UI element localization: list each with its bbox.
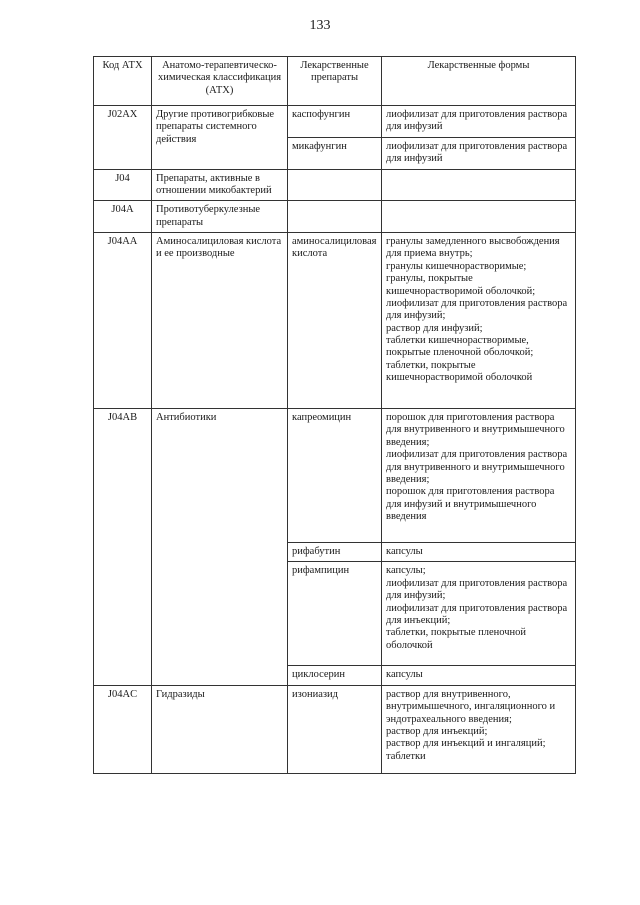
atx-name: Аминосалициловая кислота и ее производные (152, 233, 288, 409)
atx-name: Препараты, активные в отношении микобактерий (152, 169, 288, 201)
drug-name: микафунгин (288, 137, 382, 169)
table-row (94, 409, 576, 543)
form-item: порошок для приготовления раствора для инфузий и внутримышечного введения (386, 486, 555, 522)
form-item: таблетки, покрытые пленочной оболочкой (386, 627, 527, 651)
table-row (94, 201, 576, 233)
form-item: порошок для приготовления раствора для внутривенного и внутримышечного введения; (386, 412, 565, 448)
atx-code: J04A (94, 201, 152, 233)
drug-forms (382, 666, 576, 685)
drug-name (288, 201, 382, 233)
atx-code: J04AB (94, 409, 152, 686)
form-item: гранулы замедленного высвобождения для приема внутрь; (386, 236, 560, 260)
form-item: капсулы (386, 546, 423, 557)
drug-forms (382, 562, 576, 666)
drug-name: капреомицин (288, 409, 382, 543)
form-item: таблетки (386, 750, 426, 762)
form-item: раствор для инъекций; (386, 725, 488, 737)
form-item: раствор для инфузий; (386, 322, 483, 334)
header-drugs: Лекарственные препараты (288, 57, 382, 106)
table-header-row (94, 57, 576, 106)
drug-name: аминосалициловая кислота (288, 233, 382, 409)
header-forms: Лекарственные формы (382, 57, 576, 106)
drug-forms (382, 169, 576, 201)
drug-name: рифампицин (288, 562, 382, 666)
form-item: гранулы, покрытые кишечнорастворимой оболочкой; (386, 273, 536, 297)
atx-name: Другие противогрибковые препараты системного действия (152, 106, 288, 170)
atx-code: J04 (94, 169, 152, 201)
page-number: 133 (309, 18, 331, 33)
header-classification: Анатомо-терапевтическо-химическая классификация (АТХ) (152, 57, 288, 106)
form-item: лиофилизат для приготовления раствора для инфузий; (386, 297, 568, 322)
table-row (94, 685, 576, 773)
header-code: Код АТХ (94, 57, 152, 106)
atx-code: J04AA (94, 233, 152, 409)
drug-forms (382, 543, 576, 562)
form-item: лиофилизат для приготовления раствора для внутривенного и внутримышечного введения; (386, 449, 568, 485)
atx-name: Антибиотики (152, 409, 288, 686)
form-item: капсулы; (386, 565, 426, 577)
atx-name: Противотуберкулезные препараты (152, 201, 288, 233)
form-item: раствор для внутривенного, внутримышечного, ингаляционного и эндотрахеального введения; (386, 688, 556, 725)
drug-name (288, 169, 382, 201)
atx-name: Гидразиды (152, 685, 288, 773)
drug-forms (382, 201, 576, 233)
drug-name: каспофунгин (288, 106, 382, 138)
table-row (94, 169, 576, 201)
atx-table (93, 56, 576, 774)
drug-name: изониазид (288, 685, 382, 773)
form-item: таблетки кишечнорастворимые, покрытые пленочной оболочкой; (386, 335, 534, 359)
drug-name: рифабутин (288, 543, 382, 562)
form-item: раствор для инъекций и ингаляций; (386, 738, 546, 750)
drug-forms (382, 233, 576, 409)
table-row (94, 233, 576, 409)
form-item: лиофилизат для приготовления раствора для инфузий; (386, 577, 568, 602)
form-item: лиофилизат для приготовления раствора для инфузий (386, 109, 568, 133)
form-item: таблетки, покрытые кишечнорастворимой оболочкой (386, 359, 533, 384)
drug-name: циклосерин (288, 666, 382, 685)
drug-forms (382, 137, 576, 169)
form-item: капсулы (386, 669, 423, 681)
table-row (94, 106, 576, 138)
drug-forms (382, 685, 576, 773)
atx-code: J02AX (94, 106, 152, 170)
form-item: лиофилизат для приготовления раствора для инфузий (386, 140, 568, 165)
drug-forms (382, 106, 576, 138)
drug-forms (382, 409, 576, 543)
form-item: гранулы кишечнорастворимые; (386, 260, 527, 272)
atx-code: J04AC (94, 685, 152, 773)
form-item: лиофилизат для приготовления раствора для инъекций; (386, 602, 568, 626)
